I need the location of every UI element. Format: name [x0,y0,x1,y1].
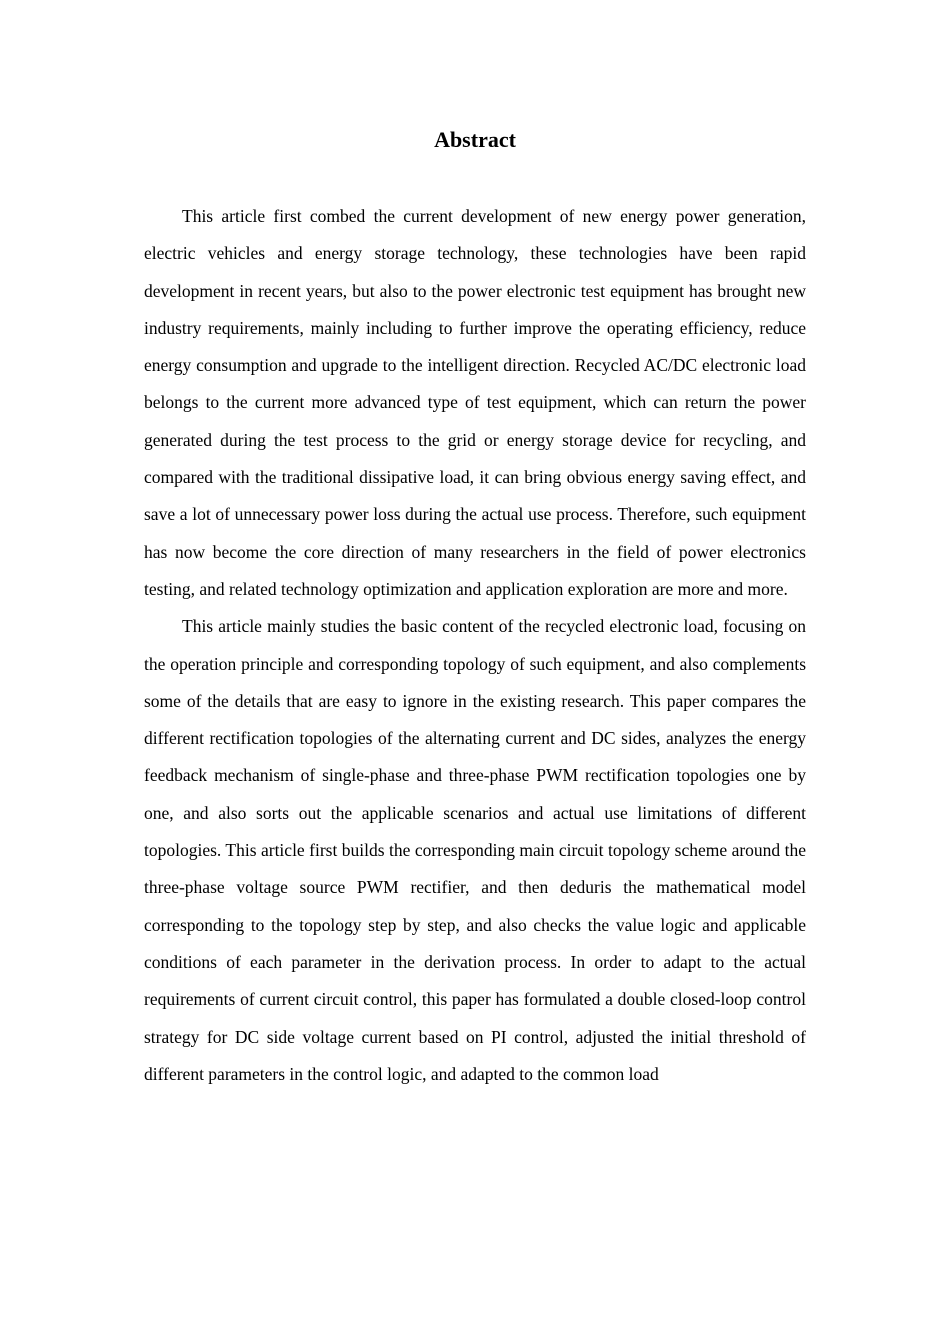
abstract-paragraph-1: This article first combed the current development of new energy power generation, electric vehicles and energy storage technology, these technologies have been rapid development in recent years, but also to the power electronic test equipment has brought new industry requirements, mainly including to further improve the operating efficiency, reduce energy consumption and upgrade to the intelligent direction. Recycled AC/DC electronic load belongs to the current more advanced type of test equipment, which can return the power generated during the test process to the grid or energy storage device for recycling, and compared with the traditional dissipative load, it can bring obvious energy saving effect, and save a lot of unnecessary power loss during the actual use process. Therefore, such equipment has now become the core direction of many researchers in the field of power electronics testing, and related technology optimization and application exploration are more and more. [144,206,806,599]
abstract-paragraph-2: This article mainly studies the basic content of the recycled electronic load, focusing on the operation principle and corresponding topology of such equipment, and also complements some of the details that are easy to ignore in the existing research. This paper compares the different rectification topologies of the alternating current and DC sides, analyzes the energy feedback mechanism of single-phase and three-phase PWM rectification topologies one by one, and also sorts out the applicable scenarios and actual use limitations of different topologies. This article first builds the corresponding main circuit topology scheme around the three-phase voltage source PWM rectifier, and then deduris the mathematical model corresponding to the topology step by step, and also checks the value logic and applicable conditions of each parameter in the derivation process. In order to adapt to the actual requirements of current circuit control, this paper has formulated a double closed-loop control strategy for DC side voltage current based on PI control, adjusted the initial threshold of different parameters in the control logic, and adapted to the common load [144,616,806,1084]
abstract-body [144,198,806,1093]
page-title: Abstract [434,127,516,152]
